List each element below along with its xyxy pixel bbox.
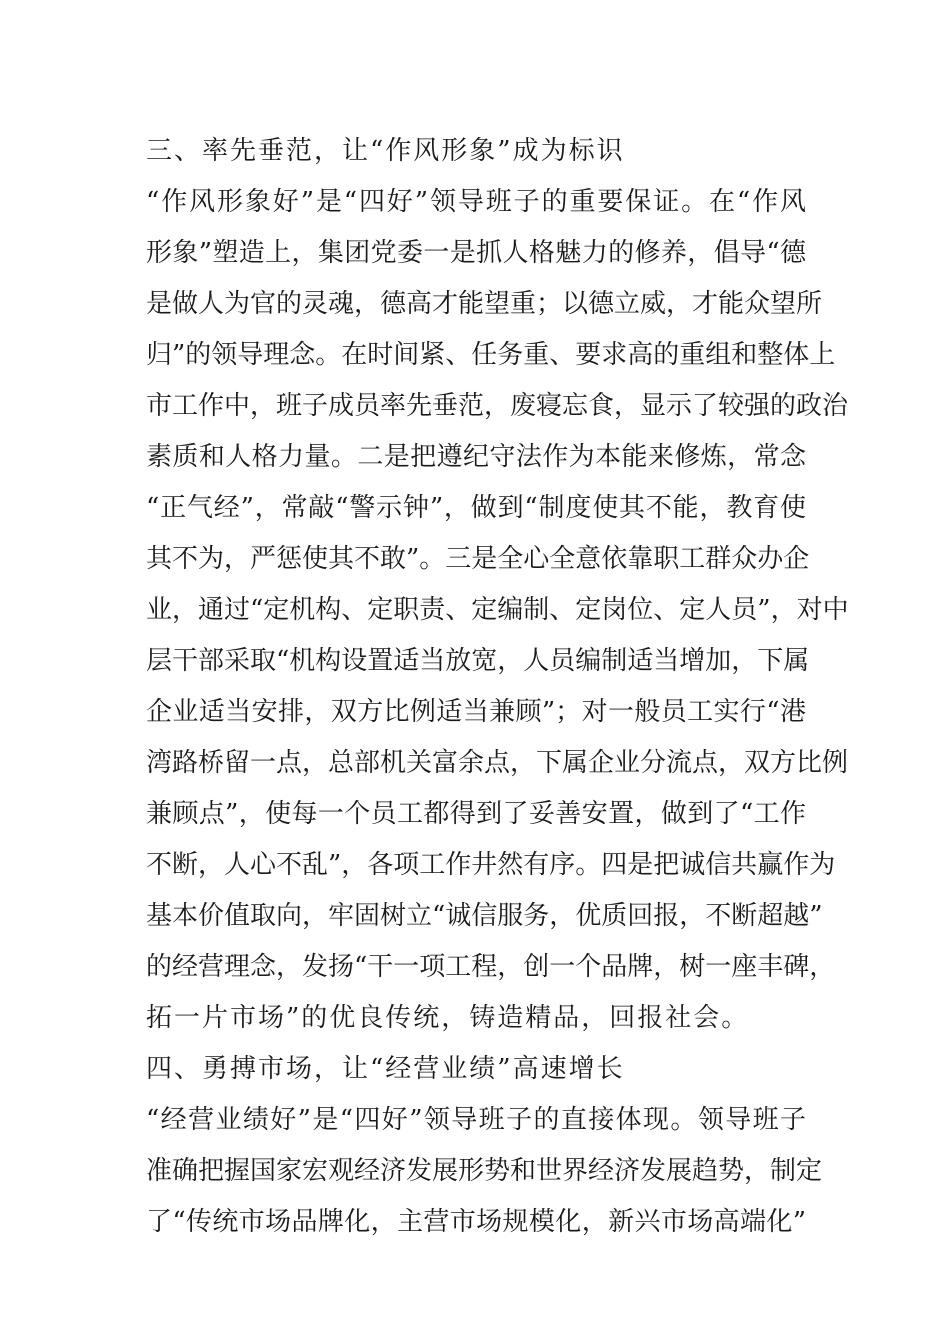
paragraph-line: 了“传统市场品牌化，主营市场规模化，新兴市场高端化” [146,1207,806,1237]
paragraph-line: “经营业绩好”是“四好”领导班子的直接体现。领导班子 [146,1105,806,1135]
paragraph-line: 素质和人格力量。二是把遵纪守法作为本能来修炼，常念 [146,442,806,472]
paragraph-line: 准确把握国家宏观经济发展形势和世界经济发展趋势，制定 [146,1156,823,1186]
section-heading: 三、率先垂范，让“作风形象”成为标识 [146,136,625,166]
paragraph-line: “作风形象好”是“四好”领导班子的重要保证。在“作风 [146,187,806,217]
paragraph-line: 兼顾点”，使每一个员工都得到了妥善安置，做到了“工作 [146,799,806,829]
document-body [146,126,849,1248]
paragraph-line: 其不为，严惩使其不敢”。三是全心全意依靠职工群众办企 [146,544,810,574]
paragraph-line: 企业适当安排，双方比例适当兼顾”；对一般员工实行“港 [146,697,806,727]
paragraph-line: “正气经”，常敲“警示钟”，做到“制度使其不能，教育使 [146,493,806,523]
section-heading: 四、勇搏市场，让“经营业绩”高速增长 [146,1054,625,1084]
paragraph-line: 业，通过“定机构、定职责、定编制、定岗位、定人员”，对中 [146,595,849,625]
paragraph-line: 的经营理念，发扬“干一项工程，创一个品牌，树一座丰碑， [146,952,836,982]
paragraph-line: 拓一片市场”的优良传统，铸造精品，回报社会。 [146,1003,750,1033]
paragraph-line: 归”的领导理念。在时间紧、任务重、要求高的重组和整体上 [146,340,836,370]
paragraph-line: 形象”塑造上，集团党委一是抓人格魅力的修养，倡导“德 [146,238,806,268]
paragraph-line: 基本价值取向，牢固树立“诚信服务，优质回报，不断超越” [146,901,823,931]
paragraph-line: 是做人为官的灵魂，德高才能望重；以德立威，才能众望所 [146,289,823,319]
paragraph-line: 湾路桥留一点，总部机关富余点，下属企业分流点，双方比例 [146,748,849,778]
paragraph-line: 不断，人心不乱”，各项工作井然有序。四是把诚信共赢作为 [146,850,836,880]
paragraph-line: 层干部采取“机构设置适当放宽，人员编制适当增加，下属 [146,646,810,676]
paragraph-line: 市工作中，班子成员率先垂范，废寝忘食，显示了较强的政治 [146,391,849,421]
